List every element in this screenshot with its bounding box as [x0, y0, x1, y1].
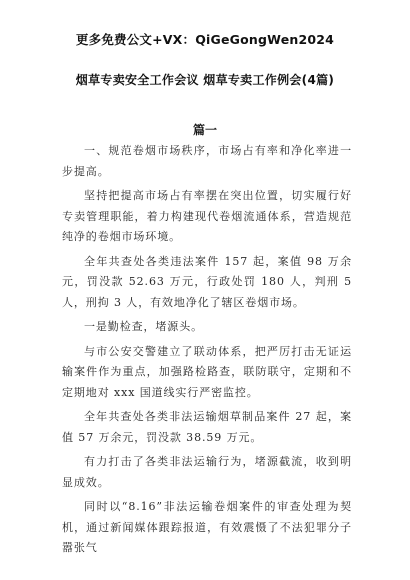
paragraph: 有力打击了各类非法运输行为，堵源截流，收到明显成效。	[62, 455, 352, 489]
paragraph: 同时以“8.16”非法运输卷烟案件的审查处理为契机，通过新闻媒体跟踪报道，有效震慑了不法犯罪分子嚣张气	[62, 500, 352, 554]
document-title: 烟草专卖安全工作会议 烟草专卖工作例会(4篇)	[75, 73, 335, 87]
paragraph: 与市公安交警建立了联动体系，把严厉打击无证运输案件作为重点，加强路检路查，联防联守，定期和不定期地对 xxx 国道线实行严密监控。	[62, 344, 352, 399]
paragraph: 全年共查处各类非法运输烟草制品案件 27 起，案值 57 万余元，罚没款 38.59 万元。	[62, 410, 352, 444]
document-body	[62, 141, 352, 563]
paragraph: 全年共查处各类违法案件 157 起，案值 98 万余元，罚没款 52.63 万元，行政处罚 180 人，判刑 5 人，刑拘 3 人，有效地净化了辖区卷烟市场。	[62, 254, 352, 309]
promo-banner: 更多免费公文+VX：QiGeGongWen2024	[75, 32, 335, 47]
paragraph: 一是勤检查，堵源头。	[84, 320, 203, 333]
paragraph: 坚持把提高市场占有率摆在突出位置，切实履行好专卖管理职能，着力构建现代卷烟流通体系，营造规范纯净的卷烟市场环境。	[62, 189, 352, 243]
section-heading: 篇一	[192, 123, 217, 137]
paragraph: 一、规范卷烟市场秩序，市场占有率和净化率进一步提高。	[62, 144, 352, 178]
